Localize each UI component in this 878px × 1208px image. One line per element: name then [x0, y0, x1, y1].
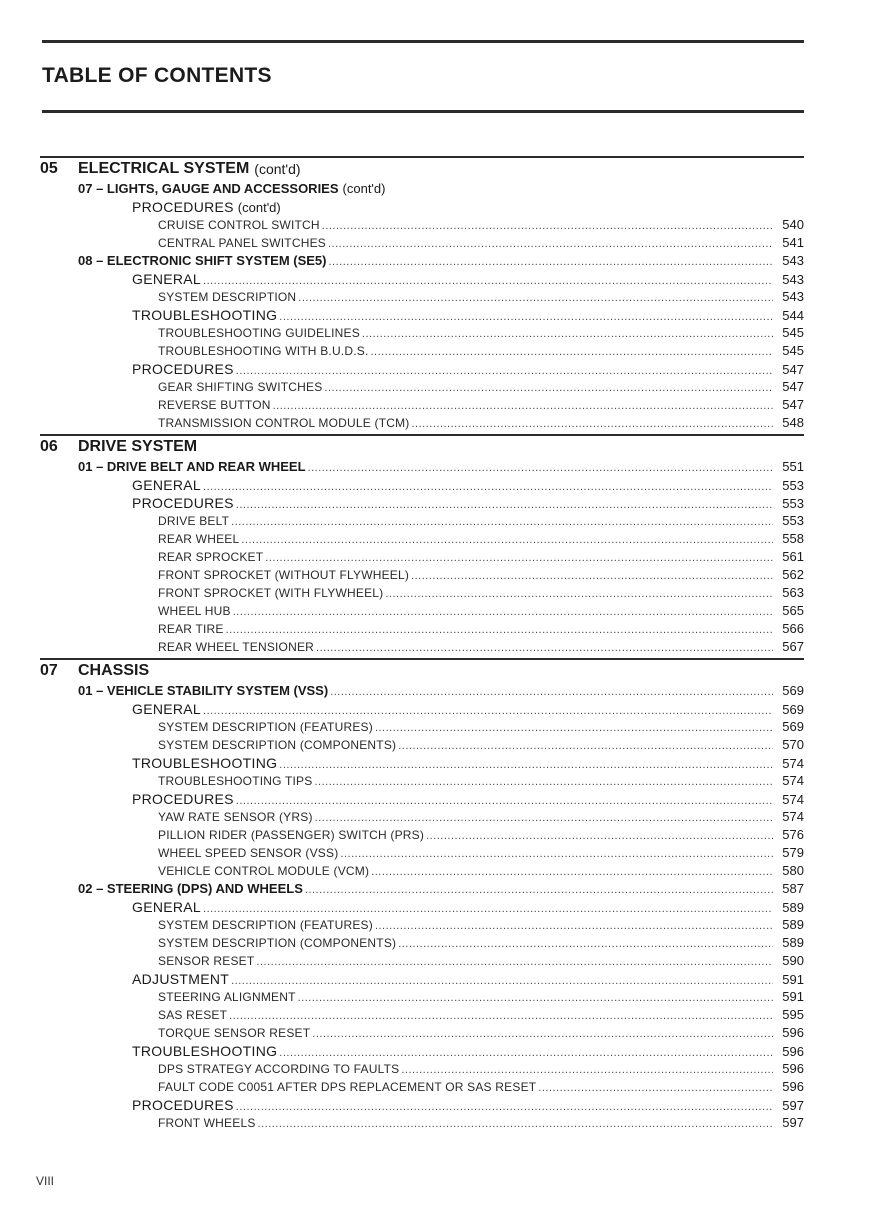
- entry-label: WHEEL HUB: [158, 604, 231, 618]
- toc-entry-level-3[interactable]: [40, 736, 804, 754]
- entry-label: FRONT SPROCKET (WITH FLYWHEEL): [158, 586, 384, 600]
- dot-leader: [316, 639, 773, 656]
- entry-label: WHEEL SPEED SENSOR (VSS): [158, 846, 339, 860]
- entry-label: CENTRAL PANEL SWITCHES: [158, 236, 326, 250]
- toc-entry-level-3[interactable]: [40, 584, 804, 602]
- page-number: VIII: [36, 1174, 55, 1188]
- entry-page-number: 553: [782, 496, 804, 511]
- dot-leader: [398, 935, 773, 952]
- entry-page-number: 589: [782, 917, 804, 932]
- entry-label: REAR TIRE: [158, 622, 224, 636]
- dot-leader: [371, 863, 773, 880]
- dot-leader: [370, 343, 773, 360]
- toc-entry-level-2[interactable]: [40, 494, 804, 512]
- dot-leader: [315, 809, 773, 826]
- toc-entry-level-2[interactable]: [40, 476, 804, 494]
- entry-label: GENERAL: [132, 271, 202, 287]
- entry-label: SYSTEM DESCRIPTION (FEATURES): [158, 720, 373, 734]
- dot-leader: [233, 603, 773, 620]
- toc-entry-level-3[interactable]: [40, 378, 804, 396]
- toc-entry-level-3[interactable]: [40, 324, 804, 342]
- toc-entry-level-3[interactable]: [40, 620, 804, 638]
- entry-label: VEHICLE CONTROL MODULE (VCM): [158, 864, 370, 878]
- toc-entry-level-3[interactable]: [40, 988, 804, 1006]
- toc-entry-level-3[interactable]: [40, 548, 804, 566]
- section-number: 07: [40, 662, 58, 679]
- entry-label: PROCEDURES: [132, 495, 234, 511]
- entry-label: GENERAL: [132, 899, 202, 915]
- dot-leader: [330, 683, 773, 700]
- dot-leader: [324, 379, 773, 396]
- entry-label: 07 – LIGHTS, GAUGE AND ACCESSORIES: [78, 181, 339, 196]
- entry-page-number: 596: [782, 1061, 804, 1076]
- entry-label: SYSTEM DESCRIPTION (COMPONENTS): [158, 936, 397, 950]
- dot-leader: [312, 1025, 773, 1042]
- toc-entry-level-3[interactable]: [40, 234, 804, 252]
- dot-leader: [229, 1007, 773, 1024]
- toc-entry-level-2[interactable]: [40, 198, 804, 216]
- dot-leader: [385, 585, 773, 602]
- dot-leader: [375, 917, 773, 934]
- toc-entry-level-3[interactable]: [40, 862, 804, 880]
- entry-label: PROCEDURES: [132, 361, 234, 377]
- entry-label: GENERAL: [132, 701, 202, 717]
- entry-label: TROUBLESHOOTING: [132, 307, 278, 323]
- entry-page-number: 569: [782, 683, 804, 698]
- entry-page-number: 566: [782, 621, 804, 636]
- toc-entry-level-3[interactable]: [40, 826, 804, 844]
- dot-leader: [236, 496, 773, 512]
- toc-entry-level-2[interactable]: [40, 898, 804, 916]
- entry-label: REAR WHEEL: [158, 532, 240, 546]
- toc-entry-level-3[interactable]: [40, 396, 804, 414]
- entry-page-number: 590: [782, 953, 804, 968]
- entry-page-number: 547: [782, 362, 804, 377]
- table-of-contents: [40, 156, 804, 1134]
- toc-entry-level-2[interactable]: [40, 1042, 804, 1060]
- toc-entry-level-3[interactable]: [40, 512, 804, 530]
- entry-page-number: 589: [782, 900, 804, 915]
- entry-page-number: 569: [782, 702, 804, 717]
- entry-page-number: 553: [782, 478, 804, 493]
- dot-leader: [314, 773, 773, 790]
- toc-entry-level-3[interactable]: [40, 530, 804, 548]
- entry-page-number: 587: [782, 881, 804, 896]
- section-number: 05: [40, 160, 58, 177]
- entry-page-number: 574: [782, 792, 804, 807]
- dot-leader: [226, 621, 773, 638]
- toc-entry-level-3[interactable]: [40, 718, 804, 736]
- dot-leader: [298, 289, 773, 306]
- entry-page-number: 543: [782, 289, 804, 304]
- entry-page-number: 591: [782, 972, 804, 987]
- top-rule: [42, 40, 804, 43]
- entry-label: DPS STRATEGY ACCORDING TO FAULTS: [158, 1062, 400, 1076]
- section-continued-note: (cont'd): [254, 161, 301, 177]
- entry-label: TRANSMISSION CONTROL MODULE (TCM): [158, 416, 410, 430]
- toc-entry-level-3[interactable]: [40, 844, 804, 862]
- section-title: CHASSIS: [78, 662, 150, 679]
- entry-page-number: 589: [782, 935, 804, 950]
- dot-leader: [203, 900, 773, 916]
- toc-entry-level-1[interactable]: [40, 252, 804, 270]
- toc-section: [40, 156, 804, 432]
- toc-section: [40, 434, 804, 656]
- entry-page-number: 569: [782, 719, 804, 734]
- dot-leader: [426, 827, 773, 844]
- entry-page-number: 543: [782, 253, 804, 268]
- dot-leader: [236, 1098, 773, 1114]
- dot-leader: [279, 756, 773, 772]
- entry-label: GENERAL: [132, 477, 202, 493]
- entry-page-number: 596: [782, 1025, 804, 1040]
- entry-page-number: 576: [782, 827, 804, 842]
- entry-page-number: 545: [782, 343, 804, 358]
- toc-entry-level-3[interactable]: [40, 1078, 804, 1096]
- dot-leader: [258, 1115, 773, 1132]
- dot-leader: [538, 1079, 773, 1096]
- title-rule: [42, 110, 804, 113]
- entry-page-number: 545: [782, 325, 804, 340]
- entry-label: REAR SPROCKET: [158, 550, 264, 564]
- toc-entry-level-3[interactable]: [40, 1006, 804, 1024]
- dot-leader: [308, 459, 773, 476]
- dot-leader: [203, 272, 773, 288]
- entry-page-number: 596: [782, 1044, 804, 1059]
- dot-leader: [265, 549, 773, 566]
- entry-page-number: 563: [782, 585, 804, 600]
- toc-entry-level-3[interactable]: [40, 952, 804, 970]
- entry-label: PROCEDURES: [132, 791, 234, 807]
- entry-label: 01 – DRIVE BELT AND REAR WHEEL: [78, 459, 306, 474]
- toc-entry-level-3[interactable]: [40, 1114, 804, 1132]
- entry-label: CRUISE CONTROL SWITCH: [158, 218, 320, 232]
- entry-page-number: 574: [782, 809, 804, 824]
- section-title: ELECTRICAL SYSTEM: [78, 160, 250, 177]
- dot-leader: [231, 972, 773, 988]
- entry-page-number: 580: [782, 863, 804, 878]
- dot-leader: [298, 989, 773, 1006]
- entry-page-number: 548: [782, 415, 804, 430]
- entry-page-number: 579: [782, 845, 804, 860]
- entry-page-number: 558: [782, 531, 804, 546]
- entry-continued-note: (cont'd): [342, 181, 386, 196]
- dot-leader: [231, 513, 773, 530]
- entry-label: REAR WHEEL TENSIONER: [158, 640, 315, 654]
- entry-label: FRONT SPROCKET (WITHOUT FLYWHEEL): [158, 568, 410, 582]
- dot-leader: [328, 235, 773, 252]
- entry-label: TROUBLESHOOTING WITH B.U.D.S.: [158, 344, 369, 358]
- dot-leader: [322, 217, 773, 234]
- toc-entry-level-3[interactable]: [40, 808, 804, 826]
- toc-entry-level-3[interactable]: [40, 772, 804, 790]
- toc-entry-level-2[interactable]: [40, 970, 804, 988]
- dot-leader: [340, 845, 773, 862]
- entry-page-number: 574: [782, 756, 804, 771]
- entry-label: SYSTEM DESCRIPTION: [158, 290, 297, 304]
- entry-label: TROUBLESHOOTING GUIDELINES: [158, 326, 360, 340]
- entry-page-number: 591: [782, 989, 804, 1004]
- entry-page-number: 570: [782, 737, 804, 752]
- entry-label: STEERING ALIGNMENT: [158, 990, 296, 1004]
- toc-entry-level-2[interactable]: [40, 754, 804, 772]
- toc-entry-level-3[interactable]: [40, 414, 804, 432]
- entry-label: TROUBLESHOOTING: [132, 1043, 278, 1059]
- toc-entry-level-3[interactable]: [40, 342, 804, 360]
- entry-label: SENSOR RESET: [158, 954, 255, 968]
- entry-label: SYSTEM DESCRIPTION (COMPONENTS): [158, 738, 397, 752]
- entry-label: SAS RESET: [158, 1008, 228, 1022]
- entry-page-number: 544: [782, 308, 804, 323]
- dot-leader: [411, 567, 773, 584]
- entry-page-number: 567: [782, 639, 804, 654]
- page-title: TABLE OF CONTENTS: [42, 64, 272, 87]
- entry-page-number: 565: [782, 603, 804, 618]
- dot-leader: [279, 1044, 773, 1060]
- entry-label: TROUBLESHOOTING TIPS: [158, 774, 313, 788]
- entry-label: PILLION RIDER (PASSENGER) SWITCH (PRS): [158, 828, 425, 842]
- dot-leader: [203, 702, 773, 718]
- entry-label: PROCEDURES: [132, 199, 234, 215]
- entry-page-number: 562: [782, 567, 804, 582]
- entry-page-number: 597: [782, 1115, 804, 1130]
- toc-entry-level-2[interactable]: [40, 1096, 804, 1114]
- entry-page-number: 547: [782, 397, 804, 412]
- entry-page-number: 574: [782, 773, 804, 788]
- toc-entry-level-3[interactable]: [40, 1024, 804, 1042]
- toc-entry-level-3[interactable]: [40, 288, 804, 306]
- dot-leader: [241, 531, 773, 548]
- section-heading[interactable]: [40, 658, 804, 682]
- entry-page-number: 596: [782, 1079, 804, 1094]
- section-heading[interactable]: [40, 156, 804, 180]
- section-number: 06: [40, 438, 58, 455]
- section-heading[interactable]: [40, 434, 804, 458]
- entry-page-number: 595: [782, 1007, 804, 1022]
- toc-entry-level-2[interactable]: [40, 270, 804, 288]
- entry-page-number: 551: [782, 459, 804, 474]
- dot-leader: [375, 719, 773, 736]
- entry-label: ADJUSTMENT: [132, 971, 230, 987]
- entry-label: TROUBLESHOOTING: [132, 755, 278, 771]
- entry-page-number: 547: [782, 379, 804, 394]
- entry-continued-note: (cont'd): [237, 200, 281, 215]
- toc-entry-level-3[interactable]: [40, 1060, 804, 1078]
- entry-label: SYSTEM DESCRIPTION (FEATURES): [158, 918, 373, 932]
- dot-leader: [256, 953, 773, 970]
- entry-label: DRIVE BELT: [158, 514, 230, 528]
- entry-label: TORQUE SENSOR RESET: [158, 1026, 311, 1040]
- toc-entry-level-2[interactable]: [40, 306, 804, 324]
- toc-entry-level-1[interactable]: [40, 880, 804, 898]
- toc-entry-level-3[interactable]: [40, 916, 804, 934]
- entry-label: REVERSE BUTTON: [158, 398, 271, 412]
- entry-label: 08 – ELECTRONIC SHIFT SYSTEM (SE5): [78, 253, 327, 268]
- dot-leader: [412, 415, 774, 432]
- toc-entry-level-3[interactable]: [40, 934, 804, 952]
- dot-leader: [398, 737, 773, 754]
- toc-entry-level-2[interactable]: [40, 700, 804, 718]
- entry-page-number: 541: [782, 235, 804, 250]
- entry-label: PROCEDURES: [132, 1097, 234, 1113]
- entry-label: FRONT WHEELS: [158, 1116, 256, 1130]
- dot-leader: [203, 478, 773, 494]
- toc-entry-level-3[interactable]: [40, 638, 804, 656]
- dot-leader: [329, 253, 774, 270]
- dot-leader: [401, 1061, 773, 1078]
- toc-entry-level-1[interactable]: [40, 458, 804, 476]
- entry-label: FAULT CODE C0051 AFTER DPS REPLACEMENT OR SAS RESET: [158, 1080, 537, 1094]
- toc-entry-level-3[interactable]: [40, 216, 804, 234]
- toc-entry-level-2[interactable]: [40, 360, 804, 378]
- dot-leader: [305, 881, 773, 898]
- entry-page-number: 597: [782, 1098, 804, 1113]
- dot-leader: [236, 792, 773, 808]
- toc-section: [40, 658, 804, 1132]
- entry-label: GEAR SHIFTING SWITCHES: [158, 380, 323, 394]
- toc-entry-level-1[interactable]: [40, 682, 804, 700]
- entry-label: 02 – STEERING (DPS) AND WHEELS: [78, 881, 303, 896]
- toc-entry-level-2[interactable]: [40, 790, 804, 808]
- entry-label: YAW RATE SENSOR (YRS): [158, 810, 313, 824]
- dot-leader: [236, 362, 773, 378]
- dot-leader: [362, 325, 773, 342]
- section-title: DRIVE SYSTEM: [78, 438, 198, 455]
- toc-entry-level-3[interactable]: [40, 602, 804, 620]
- entry-page-number: 540: [782, 217, 804, 232]
- dot-leader: [279, 308, 773, 324]
- toc-entry-level-1[interactable]: [40, 180, 804, 198]
- entry-label: 01 – VEHICLE STABILITY SYSTEM (VSS): [78, 683, 329, 698]
- entry-page-number: 543: [782, 272, 804, 287]
- toc-entry-level-3[interactable]: [40, 566, 804, 584]
- dot-leader: [273, 397, 773, 414]
- entry-page-number: 561: [782, 549, 804, 564]
- entry-page-number: 553: [782, 513, 804, 528]
